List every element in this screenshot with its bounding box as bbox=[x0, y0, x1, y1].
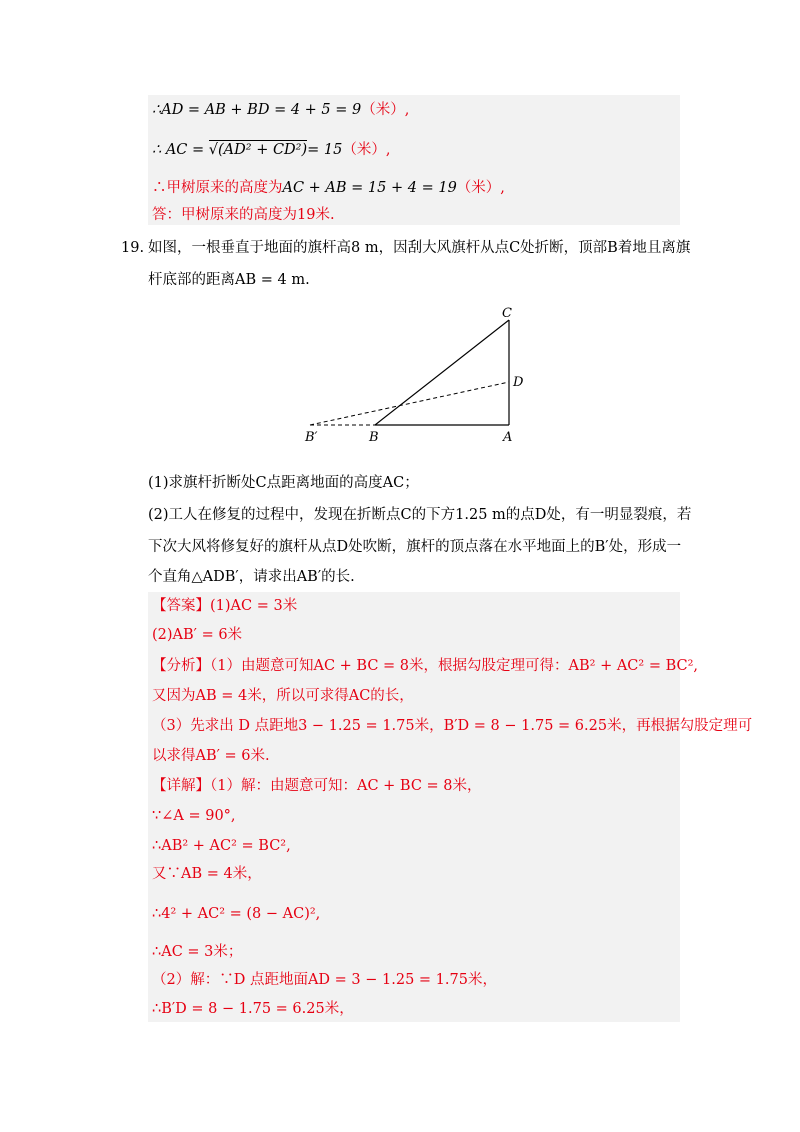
answer-2: (2)AB′ = 6米 bbox=[152, 627, 243, 643]
analysis-line-1 bbox=[152, 656, 698, 676]
detail-3: ∴AB² + AC² = BC², bbox=[152, 838, 291, 854]
label-b: B bbox=[369, 430, 379, 445]
sub-question-2-line-2: 下次大风将修复好的旗杆从点D处吹断，旗杆的顶点落在水平地面上的B′处，形成一 bbox=[148, 539, 682, 555]
prev-line-1-math: ∴AD = AB + BD = 4 + 5 = 9 bbox=[152, 102, 362, 118]
analysis-2: 又因为AB = 4米，所以可求得AC的长， bbox=[152, 688, 414, 704]
prev-conclusion: 答：甲树原来的高度为19米. bbox=[152, 207, 335, 223]
prev-line-2-unit: （米）, bbox=[342, 142, 391, 158]
detail-2: ∵∠A = 90°, bbox=[152, 808, 236, 824]
label-c: C bbox=[502, 306, 512, 321]
detail-line-1 bbox=[152, 776, 482, 796]
analysis-1: （1）由题意可知AC + BC = 8米，根据勾股定理可得：AB² + AC² = BC², bbox=[210, 658, 699, 674]
analysis-4: 以求得AB′ = 6米. bbox=[152, 748, 270, 764]
prev-line-2 bbox=[152, 140, 390, 160]
label-a: A bbox=[503, 430, 513, 445]
detail-tag: 【详解】 bbox=[152, 778, 210, 794]
prev-line-1-unit: （米）, bbox=[361, 102, 410, 118]
detail-7: （2）解：∵D 点距地面AD = 3 − 1.25 = 1.75米， bbox=[152, 972, 497, 988]
detail-1: （1）解：由题意可知：AC + BC = 8米， bbox=[210, 778, 482, 794]
sub-question-2-line-3: 个直角△ADB′，请求出AB′的长. bbox=[148, 569, 355, 585]
prev-line-3-pre: ∴甲树原来的高度为 bbox=[152, 180, 283, 196]
detail-5: ∴4² + AC² = (8 − AC)², bbox=[152, 906, 321, 922]
broken-pole-bd bbox=[310, 382, 509, 425]
label-d: D bbox=[513, 375, 524, 390]
prev-line-3-unit: （米）, bbox=[456, 180, 505, 196]
detail-8: ∴B′D = 8 − 1.75 = 6.25米， bbox=[152, 1001, 354, 1017]
analysis-3: （3）先求出 D 点距地3 − 1.25 = 1.75米，B′D = 8 − 1.75 = 6.25米，再根据勾股定理可 bbox=[152, 718, 753, 734]
prev-line-3-math: AC + AB = 15 + 4 = 19 bbox=[282, 180, 457, 196]
prev-line-2-post: = 15 bbox=[307, 142, 343, 158]
sub-question-1: (1)求旗杆折断处C点距离地面的高度AC； bbox=[148, 475, 419, 491]
label-b-prime: B′ bbox=[305, 430, 318, 445]
question-line-1: 如图，一根垂直于地面的旗杆高8 m，因刮大风旗杆从点C处折断，顶部B着地且离旗 bbox=[148, 240, 691, 256]
sub-question-2-line-1: (2)工人在修复的过程中，发现在折断点C的下方1.25 m的点D处，有一明显裂痕，若 bbox=[148, 507, 692, 523]
detail-6: ∴AC = 3米； bbox=[152, 944, 243, 960]
flagpole-figure bbox=[295, 300, 535, 450]
question-number: 19. bbox=[121, 240, 145, 256]
broken-pole-bc bbox=[375, 320, 509, 425]
question-line-2: 杆底部的距离AB = 4 m. bbox=[148, 272, 310, 288]
prev-line-3 bbox=[152, 178, 505, 198]
detail-4: 又∵AB = 4米， bbox=[152, 866, 262, 882]
answer-tag: 【答案】 bbox=[152, 598, 210, 614]
answer-1: (1)AC = 3米 bbox=[210, 598, 298, 614]
analysis-tag: 【分析】 bbox=[152, 658, 210, 674]
answer-line-1 bbox=[152, 596, 297, 616]
prev-line-2-radical: √(AD² + CD²) bbox=[208, 142, 308, 158]
prev-line-2-pre: ∴ AC = bbox=[152, 142, 209, 158]
prev-line-1 bbox=[152, 100, 409, 120]
